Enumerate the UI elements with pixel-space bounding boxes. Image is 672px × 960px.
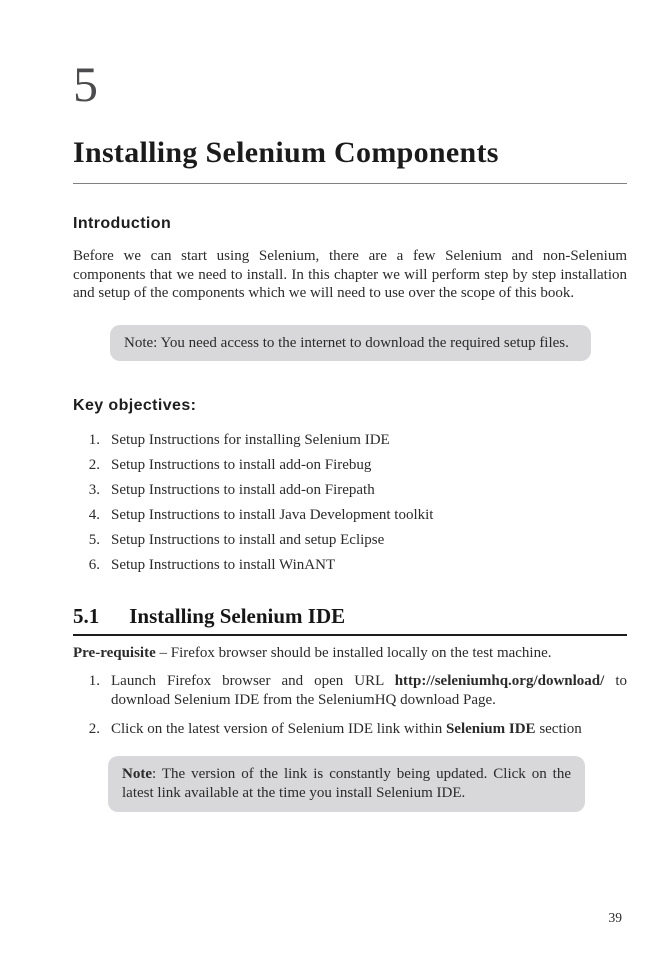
- list-item-number: 2.: [88, 456, 100, 473]
- step-text: to download Selenium IDE from the SeleniumHQ download Page.: [111, 672, 627, 709]
- list-item-number: 4.: [88, 506, 100, 523]
- chapter-number: 5: [73, 56, 98, 112]
- introduction-paragraph: Before we can start using Selenium, there are a few Selenium and non-Selenium components that we need to install. In this chapter we will perform step by step installation and setup of the components which we will need to use over the scope of this book.: [73, 248, 627, 302]
- prerequisite-text: – Firefox browser should be installed locally on the test machine.: [155, 644, 552, 661]
- list-item: [73, 478, 627, 503]
- list-item: [73, 720, 627, 740]
- prerequisite-line: [73, 644, 627, 663]
- step-text: Launch Firefox browser and open URL: [111, 672, 395, 689]
- chapter-title: Installing Selenium Components: [73, 136, 499, 169]
- page-content: [73, 0, 627, 812]
- section-number: 5.1: [73, 603, 100, 628]
- step-emphasis: Selenium IDE: [445, 720, 536, 737]
- list-item-text: Setup Instructions to install and setup Eclipse: [111, 531, 385, 548]
- list-item: [73, 672, 627, 711]
- section-divider: [73, 634, 627, 636]
- list-item-text: Setup Instructions to install Java Development toolkit: [111, 506, 434, 523]
- step-url: http://seleniumhq.org/download/: [394, 672, 605, 689]
- list-item: [73, 528, 627, 553]
- note-label: Note: [122, 766, 152, 783]
- steps-list: [73, 672, 627, 740]
- list-item-text: Setup Instructions to install add-on Firebug: [111, 456, 372, 473]
- introduction-heading: Introduction: [73, 215, 172, 232]
- step-text: Click on the latest version of Selenium IDE link within: [111, 720, 446, 737]
- list-item-number: 1.: [88, 431, 100, 448]
- list-item-number: 3.: [88, 481, 100, 498]
- list-item-number: 5.: [88, 531, 100, 548]
- note-box-internet: [110, 325, 591, 361]
- list-item: [73, 453, 627, 478]
- section-heading: [73, 603, 627, 629]
- list-item-number: 2.: [88, 720, 100, 737]
- objectives-list: [73, 428, 627, 578]
- list-item-number: 6.: [88, 556, 100, 573]
- section-title: Installing Selenium IDE: [129, 603, 346, 628]
- list-item-text: [111, 720, 627, 740]
- title-divider: [73, 183, 627, 184]
- prerequisite-label: Pre-requisite: [73, 644, 156, 661]
- list-item-text: [111, 672, 627, 711]
- page-number: 39: [608, 910, 622, 925]
- list-item-text: Setup Instructions for installing Selenium IDE: [111, 431, 390, 448]
- list-item-text: Setup Instructions to install add-on Firepath: [111, 481, 375, 498]
- list-item-number: 1.: [88, 672, 100, 689]
- note-text: : The version of the link is constantly being updated. Click on the latest link available at the time you install Selenium IDE.: [122, 766, 571, 802]
- list-item: [73, 553, 627, 578]
- list-item: [73, 503, 627, 528]
- list-item-text: Setup Instructions to install WinANT: [111, 556, 336, 573]
- step-text: section: [535, 720, 582, 737]
- list-item: [73, 428, 627, 453]
- note-text: Note: You need access to the internet to download the required setup files.: [124, 334, 569, 351]
- key-objectives-heading: Key objectives:: [73, 396, 197, 414]
- note-box-version: [108, 756, 585, 812]
